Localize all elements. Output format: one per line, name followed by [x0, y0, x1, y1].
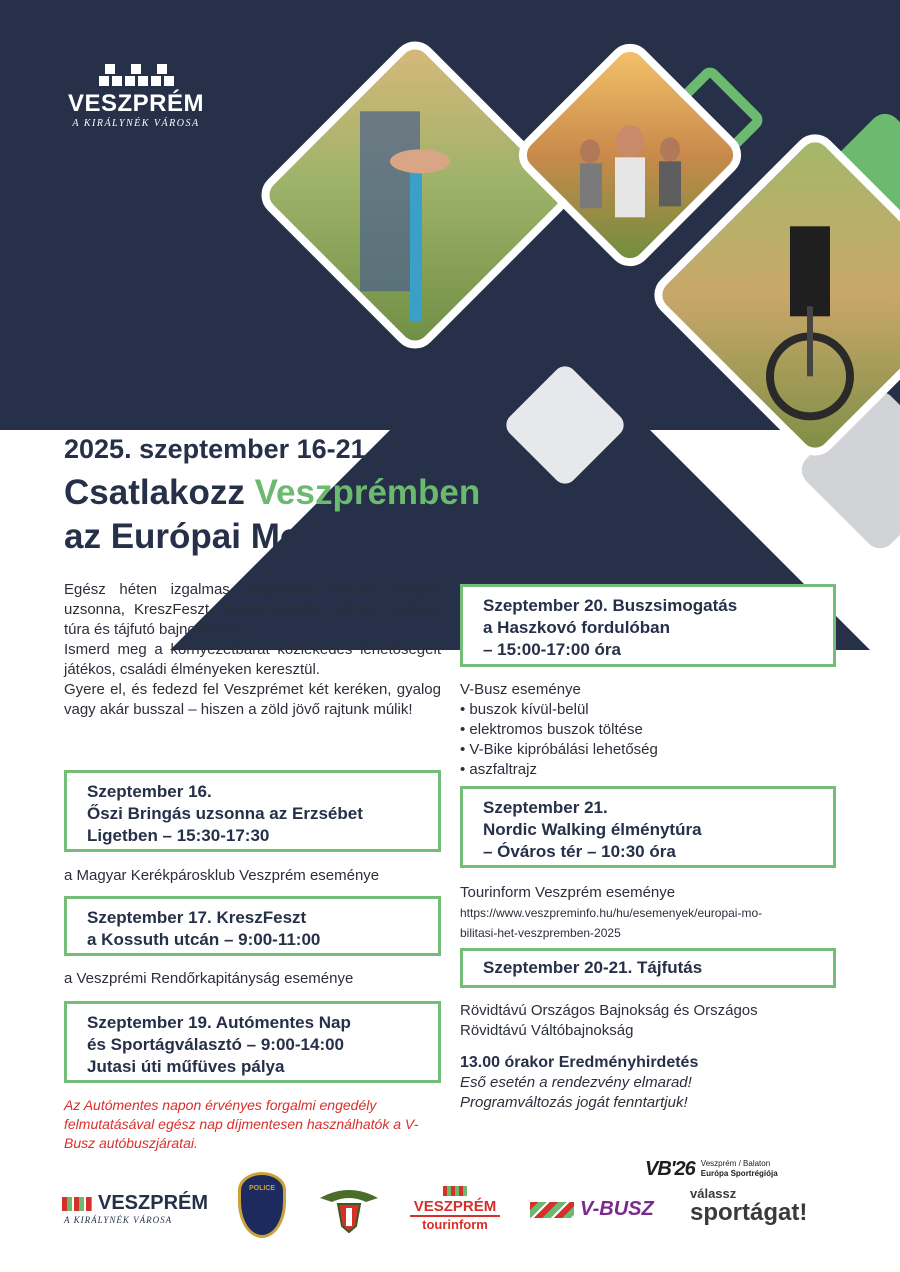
event-date-range: 2025. szeptember 16-21.	[64, 434, 374, 464]
intro-paragraph-2: Ismerd meg a környezetbarát közlekedés lehetőségeit játékos, családi élményeken keresztül.	[64, 641, 441, 678]
event-line: a Kossuth utcán – 9:00-11:00	[87, 930, 321, 949]
organizer-tourinform: Tourinform Veszprém eseménye	[460, 884, 676, 901]
footer-logo-veszprem	[62, 1192, 212, 1225]
police-badge-logo	[238, 1172, 286, 1238]
sport-main-text: sportágat!	[690, 1199, 808, 1226]
car-free-day-note: Az Autómentes napon érvényes forgalmi engedély felmutatásával egész nap díjmentesen használhatók a V-Busz autóbuszjáratai.	[64, 1097, 419, 1151]
organizer-sep17: a Veszprémi Rendőrkapitányság eseménye	[64, 970, 354, 987]
crown-icon	[66, 64, 206, 74]
event-line: Szeptember 20-21. Tájfutás	[483, 958, 703, 977]
intro-text	[64, 580, 441, 720]
crown-icon	[62, 1197, 92, 1211]
bus-event-details	[460, 680, 840, 780]
orienteering-desc: Rövidtávú Országos Bajnokság és Országos	[460, 1002, 758, 1019]
event-line: Szeptember 16.	[87, 782, 212, 801]
event-line: és Sportágválasztó – 9:00-14:00	[87, 1035, 345, 1054]
vb26-logo	[645, 1157, 845, 1181]
footer-logo1-title: VESZPRÉM	[98, 1192, 209, 1214]
rain-notice: Eső esetén a rendezvény elmarad!	[460, 1074, 692, 1091]
vbusz-text: V-BUSZ	[580, 1198, 654, 1220]
vbusz-icon	[530, 1202, 574, 1218]
list-item: • V-Bike kipróbálási lehetőség	[460, 741, 658, 758]
event-box-orienteering	[460, 948, 836, 988]
change-notice: Programváltozás jogát fenntartjuk!	[460, 1094, 688, 1111]
tourinform-title: VESZPRÉM	[413, 1198, 497, 1215]
event-line: a Haszkovó fordulóban	[483, 618, 671, 637]
event-line: Nordic Walking élménytúra	[483, 820, 702, 839]
logo-subtitle: A KIRÁLYNÉK VÁROSA	[72, 118, 200, 129]
sport-top-text: válassz	[690, 1186, 737, 1201]
page-title	[64, 471, 584, 559]
event-line: Szeptember 20. Buszsimogatás	[483, 596, 738, 615]
event-box-sep17	[64, 896, 441, 956]
organizer-bus: V-Busz eseménye	[460, 681, 581, 698]
event-line: Ligetben – 15:30-17:30	[87, 826, 270, 845]
tourinform-sub: tourinform	[410, 1215, 500, 1232]
orienteering-details	[460, 1001, 850, 1113]
valassz-sportagat-logo	[690, 1186, 840, 1225]
crown-icon-row2	[66, 76, 206, 86]
list-item: • buszok kívül-belül	[460, 701, 589, 718]
footer-logo1-sub: A KIRÁLYNÉK VÁROSA	[64, 1215, 173, 1225]
tourinform-logo	[410, 1186, 500, 1232]
intro-paragraph-1: Egész héten izgalmas programok várnak: bringás uzsonna, KreszFeszt, buszsimogatás, Nordic Walking túra és tájfutó bajnokságok.	[64, 581, 441, 638]
event-box-sep20-bus	[460, 584, 836, 667]
police-text: POLICE	[248, 1185, 276, 1192]
event-url-line2[interactable]: bilitasi-het-veszpremben-2025	[460, 926, 621, 940]
headline	[64, 434, 584, 559]
event-box-sep16	[64, 770, 441, 852]
title-part2: az Európai Mobilitási Héthez!	[64, 517, 549, 556]
vbusz-logo	[530, 1198, 670, 1221]
event-line: Őszi Bringás uzsonna az Erzsébet	[87, 804, 363, 823]
results-announcement: 13.00 órakor Eredményhirdetés	[460, 1054, 699, 1071]
veszprem-logo	[66, 64, 206, 129]
organizer-sep16: a Magyar Kerékpárosklub Veszprém eseménye	[64, 867, 380, 884]
event-box-sep19	[64, 1001, 441, 1083]
event-line: Jutasi úti műfüves pálya	[87, 1057, 285, 1076]
eagle-crest-logo	[316, 1180, 382, 1236]
intro-paragraph-3: Gyere el, és fedezd fel Veszprémet két keréken, gyalog vagy akár busszal – hiszen a zöld jövő rajtunk múlik!	[64, 681, 441, 718]
event-line: – 15:00-17:00 óra	[483, 640, 621, 659]
event-line: Szeptember 19. Autómentes Nap	[87, 1013, 351, 1032]
event-box-sep21-nordic	[460, 786, 836, 868]
event-line: Szeptember 21.	[483, 798, 608, 817]
vb26-text2: Európa Sportrégiója	[700, 1169, 778, 1178]
crown-icon	[443, 1186, 467, 1196]
vb26-text1: Veszprém / Balaton	[700, 1159, 771, 1168]
nordic-event-details	[460, 883, 850, 943]
title-part1: Csatlakozz	[64, 473, 255, 512]
list-item: • elektromos buszok töltése	[460, 721, 643, 738]
logo-title: VESZPRÉM	[67, 90, 205, 117]
event-url-line1[interactable]: https://www.veszpreminfo.hu/hu/esemenyek/europai-mo-	[460, 906, 763, 920]
event-line: – Óváros tér – 10:30 óra	[483, 842, 676, 861]
event-line: Szeptember 17. KreszFeszt	[87, 908, 307, 927]
orienteering-desc: Rövidtávú Váltóbajnokság	[460, 1022, 634, 1039]
list-item: • aszfaltrajz	[460, 761, 537, 778]
vb26-mark: VB'26	[645, 1157, 695, 1180]
title-highlight: Veszprémben	[254, 473, 481, 512]
